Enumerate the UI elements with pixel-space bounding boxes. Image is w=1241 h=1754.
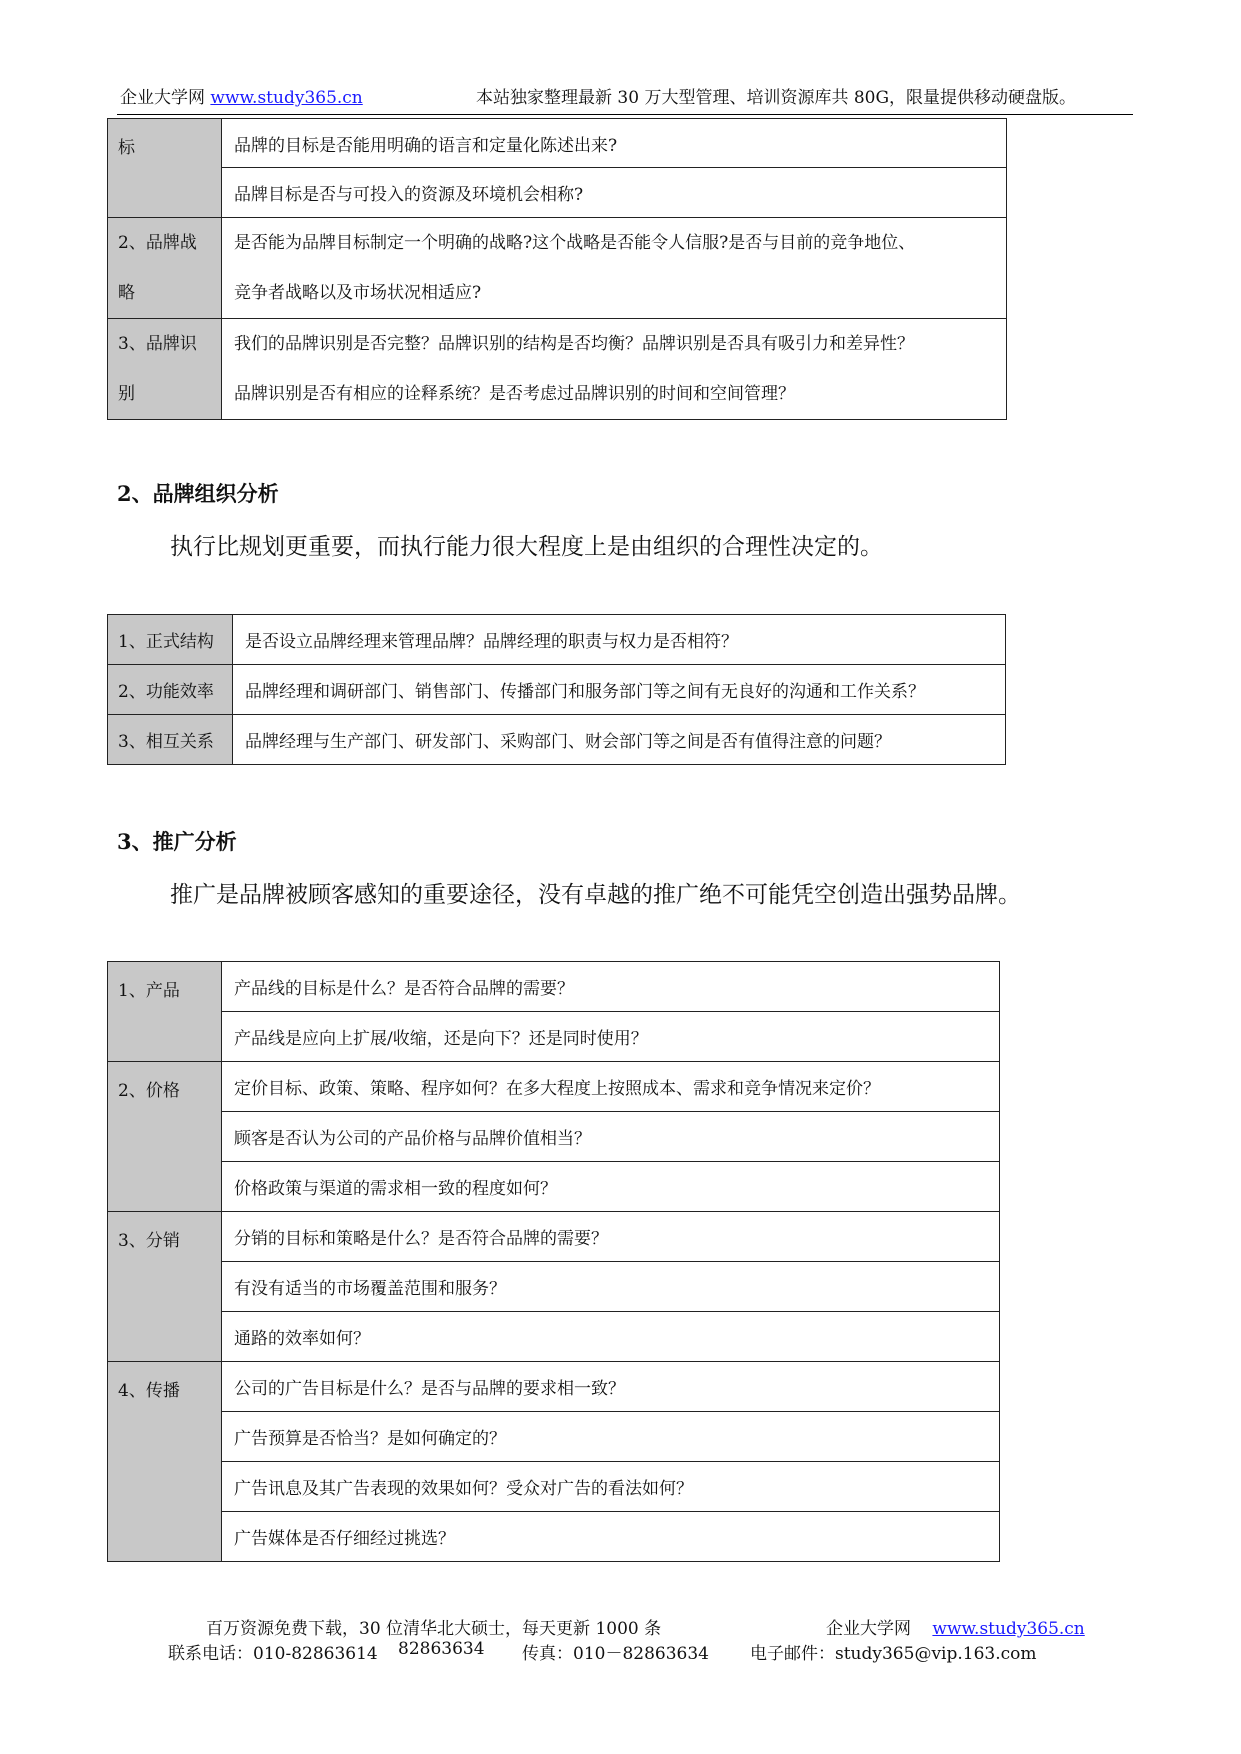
header-site-link[interactable]: www.study365.cn <box>210 88 363 108</box>
section-title-organization: 2、品牌组织分析 <box>117 481 279 506</box>
table-cell: 品牌经理和调研部门、销售部门、传播部门和服务部门等之间有无良好的沟通和工作关系？ <box>233 665 1006 715</box>
brand-goal-table <box>107 118 1007 420</box>
header-site-name: 企业大学网 <box>120 88 205 108</box>
footer-site-link[interactable]: www.study365.cn <box>932 1619 1085 1639</box>
section-paragraph-promotion: 推广是品牌被顾客感知的重要途径，没有卓越的推广绝不可能凭空创造出强势品牌。 <box>170 882 1021 908</box>
table-cell: 我们的品牌识别是否完整？品牌识别的结构是否均衡？品牌识别是否具有吸引力和差异性？ 品牌识别是否有相应的诠释系统？是否考虑过品牌识别的时间和空间管理？ <box>222 319 1007 420</box>
row-label: 3、相互关系 <box>108 715 233 765</box>
table-cell: 定价目标、政策、策略、程序如何？在多大程度上按照成本、需求和竞争情况来定价？ <box>222 1062 1000 1112</box>
table-cell: 是否设立品牌经理来管理品牌？品牌经理的职责与权力是否相符？ <box>233 615 1006 665</box>
table-cell: 有没有适当的市场覆盖范围和服务？ <box>222 1262 1000 1312</box>
footer-fax: 传真：010－82863634 <box>522 1644 709 1664</box>
table-cell: 是否能为品牌目标制定一个明确的战略?这个战略是否能令人信服?是否与目前的竞争地位、 竞争者战略以及市场状况相适应? <box>222 218 1007 319</box>
row-label-price: 2、价格 <box>108 1062 222 1212</box>
row-label-distribution: 3、分销 <box>108 1212 222 1362</box>
row-label: 2、功能效率 <box>108 665 233 715</box>
table-cell: 产品线是应向上扩展/收缩，还是向下？还是同时使用？ <box>222 1012 1000 1062</box>
header-notice: 本站独家整理最新 30 万大型管理、培训资源库共 80G，限量提供移动硬盘版。 <box>476 88 1077 108</box>
header-rule <box>117 114 1133 115</box>
table-cell: 产品线的目标是什么？是否符合品牌的需要？ <box>222 962 1000 1012</box>
footer-slogan: 百万资源免费下载，30 位清华北大硕士，每天更新 1000 条 <box>206 1619 662 1639</box>
table-cell: 品牌的目标是否能用明确的语言和定量化陈述出来? <box>222 119 1007 168</box>
footer-phone2: 82863634 <box>398 1639 485 1659</box>
footer-site <box>826 1614 1085 1639</box>
section-paragraph-organization: 执行比规划更重要，而执行能力很大程度上是由组织的合理性决定的。 <box>170 534 883 560</box>
footer-phone: 联系电话：010-82863614 <box>168 1644 378 1664</box>
table-cell: 广告预算是否恰当？是如何确定的？ <box>222 1412 1000 1462</box>
table-cell: 品牌经理与生产部门、研发部门、采购部门、财会部门等之间是否有值得注意的问题？ <box>233 715 1006 765</box>
table-cell: 顾客是否认为公司的产品价格与品牌价值相当？ <box>222 1112 1000 1162</box>
table-cell: 通路的效率如何？ <box>222 1312 1000 1362</box>
table-cell: 广告媒体是否仔细经过挑选？ <box>222 1512 1000 1562</box>
table-cell: 价格政策与渠道的需求相一致的程度如何？ <box>222 1162 1000 1212</box>
row-label-product: 1、产品 <box>108 962 222 1062</box>
organization-table <box>107 614 1006 765</box>
promotion-table <box>107 961 1000 1562</box>
footer-site-name: 企业大学网 <box>826 1619 911 1639</box>
row-label-strategy: 2、品牌战 略 <box>108 218 222 319</box>
table-cell: 分销的目标和策略是什么？是否符合品牌的需要？ <box>222 1212 1000 1262</box>
row-label-identity: 3、品牌识 别 <box>108 319 222 420</box>
table-cell: 品牌目标是否与可投入的资源及环境机会相称? <box>222 168 1007 218</box>
footer-email: 电子邮件：study365@vip.163.com <box>750 1644 1037 1664</box>
header-site <box>120 88 363 108</box>
row-label-communication: 4、传播 <box>108 1362 222 1562</box>
row-label: 1、正式结构 <box>108 615 233 665</box>
row-label-goal: 标 <box>108 119 222 218</box>
section-title-promotion: 3、推广分析 <box>117 829 237 854</box>
table-cell: 广告讯息及其广告表现的效果如何？受众对广告的看法如何？ <box>222 1462 1000 1512</box>
table-cell: 公司的广告目标是什么？是否与品牌的要求相一致？ <box>222 1362 1000 1412</box>
